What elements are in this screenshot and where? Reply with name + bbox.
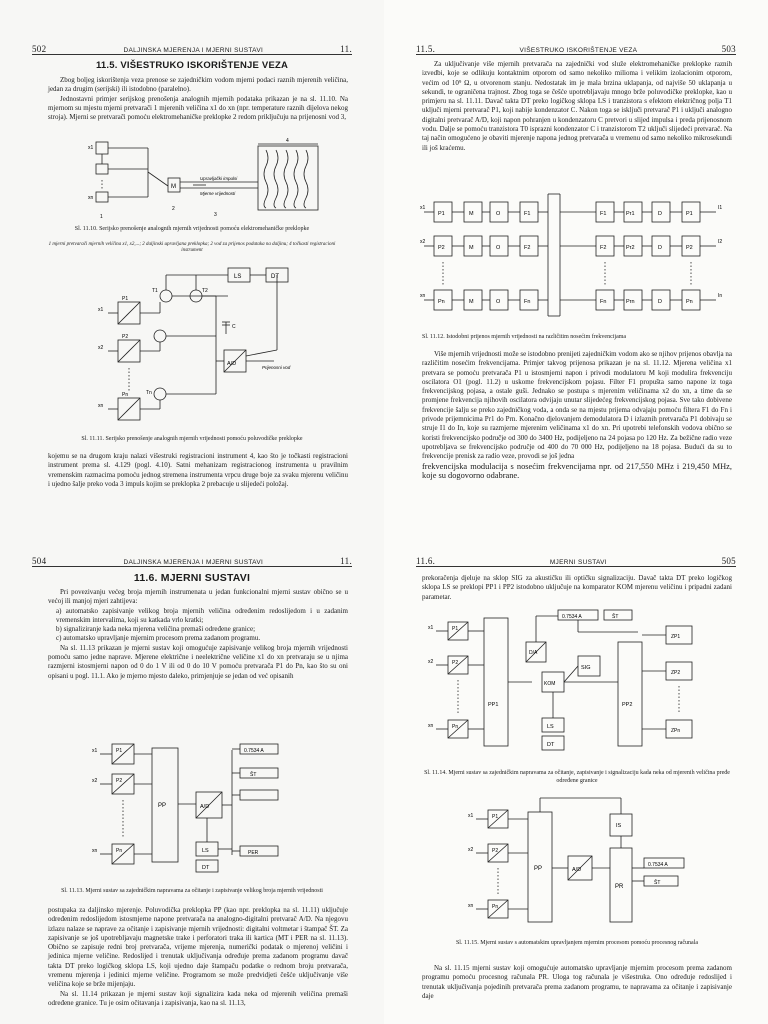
fig-label: P2 xyxy=(438,245,445,251)
fig-label: KOM xyxy=(544,681,556,687)
page-number: 502 xyxy=(32,44,47,54)
fig-label: 4 xyxy=(286,138,289,144)
figure-11-14 xyxy=(428,606,720,758)
fig-label: ZP1 xyxy=(671,634,681,640)
fig-label: PER xyxy=(248,850,259,856)
page-504 xyxy=(0,512,384,1024)
fig-label: A/D xyxy=(200,804,210,810)
paragraph: frekvencijska modulacija s nosećim frekvencijama npr. od 217,550 MHz i 219,450 MHz, koje su dogovorno odabrane. xyxy=(422,461,732,480)
fig-label: Pr1 xyxy=(626,211,635,217)
intro-text xyxy=(48,76,348,122)
fig-label: ŠT xyxy=(612,614,619,620)
fig-label: M xyxy=(469,245,474,251)
fig-label: F1 xyxy=(524,211,531,217)
paragraph: kojemu se na drugom kraju nalazi višestruki registracioni instrument 4, kao što je točkasti registracioni instrument prema sl. 4.129 (pogl. 4.10). Satni mehanizam registracionog instrumenta u pravilnim vremenskim razmacima pomoću jednog stremena instrumenta vrpcu druge boje za svaku mjerenu veličinu i ujedno šalje preko voda 3 impuls kojim se preklopka 2 prebacuje u slijedeći položaj. xyxy=(48,452,348,488)
fig-label: PP2 xyxy=(622,702,633,708)
figure-11-13 xyxy=(92,740,318,876)
fig-label: SIG xyxy=(581,665,591,671)
fig-label: D/A xyxy=(529,650,538,656)
figure-11-15 xyxy=(468,794,694,930)
fig-label: Upravljački impulsi xyxy=(200,176,238,181)
fig-label: DT xyxy=(547,742,555,748)
fig-label: x2 xyxy=(420,239,426,245)
fig-label: ŠT xyxy=(250,772,257,778)
chapter-number: 11.6. xyxy=(416,556,436,566)
figure-caption: Sl. 11.12. Istodobni prijenos mjernih vrijednosti na različitim nosećim frekvencijama xyxy=(422,334,627,340)
fig-label: C xyxy=(232,324,236,330)
body-text xyxy=(422,964,732,1001)
fig-label: DT xyxy=(202,865,210,871)
fig-label: F1 xyxy=(600,211,607,217)
fig-label: M xyxy=(171,184,176,190)
fig-label: DT xyxy=(271,274,279,280)
paragraph: Na sl. 11.13 prikazan je mjerni sustav koji omogućuje zapisivanje velikog broja mjernih vrijednosti pomoću samo jedne naprave. Mjerene električne i neelektrične veličine x1 do xn pretvaraju se u njima razmjerni istosmjerni napon od 0 do 1 V ili od 0 do 10 V pomoću pretvarača P1 do Pn, kao što su oni opisani u pogl. 11.1. Ako je mjerno mjesto daleko, primjenjuje se jedan od već opisanih xyxy=(48,643,348,680)
intro-text xyxy=(422,60,732,153)
figure-11-10 xyxy=(88,138,328,222)
page-number: 504 xyxy=(32,556,47,566)
page-503 xyxy=(384,0,768,512)
fig-label: LS xyxy=(547,724,554,730)
fig-label: LS xyxy=(234,274,242,280)
fig-label: Pn xyxy=(452,724,459,730)
fig-label: A/D xyxy=(572,867,582,873)
fig-label: PP xyxy=(158,803,167,809)
fig-label: Mjerne vrijednosti xyxy=(200,191,236,196)
fig-label: Fn xyxy=(600,299,607,305)
running-title: MJERNI SUSTAVI xyxy=(549,559,607,566)
fig-label: x2 xyxy=(428,659,434,665)
fig-label: x2 xyxy=(92,778,98,784)
fig-label: P2 xyxy=(116,778,123,784)
page-header xyxy=(416,40,736,55)
intro-text xyxy=(48,588,348,681)
fig-label: P1 xyxy=(438,211,445,217)
fig-label: xn xyxy=(92,848,98,854)
running-title: DALJINSKA MJERENJA I MJERNI SUSTAVI xyxy=(123,559,264,566)
fig-label: xn xyxy=(88,195,94,201)
fig-label: x1 xyxy=(420,205,426,211)
paragraph: Zbog boljeg iskorištenja veza prenose se zajedničkim vodom mjerni podaci raznih mjerenih veličina, jedan za drugim (serijski) ili istodobno (paralelno). xyxy=(48,76,348,94)
figure-11-11 xyxy=(96,262,316,432)
fig-label: M xyxy=(469,211,474,217)
chapter-number: 11. xyxy=(340,44,352,54)
fig-label: I2 xyxy=(718,239,723,245)
body-text xyxy=(48,452,348,489)
paragraph: prekoračenja djeluje na sklop SIG za akustičku ili optičku signalizaciju. Davač takta DT preko logičkog sklopa LS se preklopi PP1 i PP2 istodobno uključuje na komparator KOM mjerenu veličinu i pripadni zadani parametar. xyxy=(422,574,732,601)
fig-label: P2 xyxy=(492,848,499,854)
fig-label: Pr2 xyxy=(626,245,635,251)
intro-text xyxy=(422,574,732,602)
fig-label: O xyxy=(496,299,501,305)
fig-label: 2 xyxy=(172,206,175,212)
figure-legend: 1 mjerni pretvarači mjernih veličina x1, x2,...; 2 daljinski upravljana preklopka; 2 vod za prijenos podataka na daljinu; 4 točkasti registracioni instrument xyxy=(48,242,336,253)
fig-label: P2 xyxy=(452,660,459,666)
fig-label: T2 xyxy=(202,288,208,294)
fig-label: LS xyxy=(202,848,209,854)
page-505 xyxy=(384,512,768,1024)
fig-label: P1 xyxy=(452,626,459,632)
fig-label: Fn xyxy=(524,299,531,305)
fig-label: PR xyxy=(615,884,624,890)
paragraph: Pri povezivanju većeg broja mjernih instrumenata u jedan funkcionalni mjerni sustav obično se u većoj ili manjoj mjeri zahtijeva: xyxy=(48,588,348,606)
fig-label: x2 xyxy=(468,847,474,853)
fig-label: PP1 xyxy=(488,702,499,708)
fig-label: x1 xyxy=(88,145,94,151)
fig-label: O xyxy=(496,245,501,251)
fig-label: A/D xyxy=(227,361,237,367)
fig-label: x1 xyxy=(98,307,104,313)
fig-label: P1 xyxy=(122,296,129,302)
fig-label: F2 xyxy=(600,245,607,251)
figure-caption: Sl. 11.15. Mjerni sustav s automatskim upravljanjem mjernim procesom pomoću procesnog računala xyxy=(455,940,699,946)
paragraph: Na sl. 11.14 prikazan je mjerni sustav koji signalizira kada neka od mjerenih veličina premaši određene granice. Tu je osim očitavanja i zapisivanja, kao na sl. 11.13, xyxy=(48,989,348,1007)
fig-label: Tn xyxy=(146,390,152,396)
fig-label: Pn xyxy=(492,904,499,910)
figure-11-12 xyxy=(420,192,738,322)
fig-label: PP xyxy=(534,866,543,872)
fig-label: O xyxy=(496,211,501,217)
fig-label: 0.7534 A xyxy=(648,862,668,868)
fig-label: 3 xyxy=(214,212,217,218)
list-item: a) automatsko zapisivanje velikog broja mjernih veličina određenim redoslijedom i u zadanim vremenskim intervalima, koji su katkada vrlo kratki; xyxy=(56,606,348,624)
page-number: 505 xyxy=(721,556,736,566)
figure-caption: Sl. 11.11. Serijsko prenošenje analognih mjernih vrijednosti pomoću poluvodičke preklopke xyxy=(81,436,303,442)
fig-label: T1 xyxy=(152,288,158,294)
fig-label: xn xyxy=(468,903,474,909)
fig-label: x1 xyxy=(428,625,434,631)
fig-label: Pn xyxy=(686,299,693,305)
fig-label: x1 xyxy=(468,813,474,819)
page-502 xyxy=(0,0,384,512)
chapter-number: 11. xyxy=(340,556,352,566)
fig-label: P2 xyxy=(686,245,693,251)
fig-label: In xyxy=(718,293,723,299)
fig-label: D xyxy=(658,211,662,217)
fig-label: F2 xyxy=(524,245,531,251)
fig-label: x1 xyxy=(92,748,98,754)
fig-label: M xyxy=(469,299,474,305)
paragraph: postupaka za daljinsko mjerenje. Poluvodička preklopka PP (kao npr. preklopka na sl. 11.11) uključuje određenim redoslijedom istosmjerne napone pretvarača na analogno-digitalni pretvarač A/D. Na njegovu izlazu nalaze se naprave za očitanje i zapisivanje mjernih vrijednosti: digitalni voltmetar i štampač ŠT. Za zapisivanje se još upotrebljavaju magnetske trake i perforatori traka ili kartica (MT i PER na sl. 11.13). Obično se zapisuje redni broj pretvarača, vrijeme mjerenja, numerički podatak o mjerenoj veličini i jedinica mjerne veličine. Redoslijed i trenutak uključivanja određuje prema zadanom programu davač takta DT preko logičkog sklopa LS, koji ujedno daje štampaču podatke o rednom broju pretvarača, vremenu mjerenja i jedinici mjerne veličine. Programom se može predvidjeti češće uključivanje više veličina koje se brže mijenjaju. xyxy=(48,906,348,989)
page-number: 503 xyxy=(721,44,736,54)
figure-caption: Sl. 11.14. Mjerni sustav sa zajedničkim napravama za očitanje, zapisivanje i signalizaciju kada neka od mjerenih veličina pređe određene granice xyxy=(424,770,730,784)
fig-label: 0.7534 A xyxy=(562,614,582,620)
chapter-number: 11.5. xyxy=(416,44,436,54)
section-title: 11.6. MJERNI SUSTAVI xyxy=(133,572,251,584)
list-item: b) signaliziranje kada neka mjerena veličina premaši određene granice; xyxy=(56,625,256,634)
fig-label: ZPn xyxy=(671,728,681,734)
fig-label: IS xyxy=(616,823,622,829)
fig-label: D xyxy=(658,299,662,305)
page-header xyxy=(32,552,352,567)
fig-label: xn xyxy=(420,293,426,299)
figure-caption: Sl. 11.13. Mjerni sustav sa zajedničkim napravama za očitanje i zapisivanje velikog broja mjernih vrijednosti xyxy=(61,888,323,894)
fig-label: P2 xyxy=(122,334,129,340)
fig-label: P1 xyxy=(686,211,693,217)
fig-label: x2 xyxy=(98,345,104,351)
paragraph: Za uključivanje više mjernih pretvarača na zajednički vod služe elektromehaničke preklopke raznih izvedbi, koje se odlikuju kontaktnim otporom od samo nekoliko milioma i velikim izolacionim otporom, većim od 10⁹ Ω, u otvorenom stanju. Nedostatak im je mala brzina uklapanja, od najviše 50 uklapanja u sekundi, te ograničena trajnost. Zbog toga se češće upotrebljavaju mnogo brže poluvodičke preklopke, kao u primjeru na sl. 11.11. Davač takta DT preko logičkog sklopa LS i tranzistora s efektom električnog polja T1 uključi mjerni pretvarač P1, koji nabije kondenzator C. Nakon toga se isključi pretvarač P1 i uključi analogno digitalni pretvarač A/D, koji napon pohranjen u kondenzatoru C pretvori u slijed impulsa i preda prijenosnom vodu. Dalje se pomoću tranzistora T0 isprazni kondenzator C i tranzistorom T2 uključi slijedeći pretvarač. Na taj način omogućeno je obaviti mjerenje napona jednog pretvarača u vremenu od samo nekoliko mikrosekundi ili još kraćemu. xyxy=(422,60,732,152)
fig-label: Pn xyxy=(122,392,129,398)
fig-label: Pn xyxy=(438,299,445,305)
paragraph: Na sl. 11.15 mjerni sustav koji omogućuje automatsko upravljanje mjernim procesom prema zadanom programu pomoću procesnog računala PR. Uloga tog računala je višestruka. Ono određuje redoslijed i trenutak uključivanja pojedinih pretvarača prema zadanom programu, te napravama za očitanje i zapisivanje daje xyxy=(422,964,732,1000)
fig-label: xn xyxy=(428,723,434,729)
fig-label: xn xyxy=(98,403,104,409)
paragraph: Više mjernih vrijednosti može se istodobno prenijeti zajedničkim vodom ako se njihov prijenos obavlja na različitim nosećim frekvencijama. Primjer takvog prijenosa prikazan je na sl. 11.12. Mjerena veličina x1 pretvara se pomoću pretvarača P1 u istosmjerni napon i privodi modulatoru M koji modulira frekvenciju oscilatora O1 (pogl. 11.2) u uskome frekvencijskom pojasu. Filter F1 propušta samo napone iz toga frekvencijskog pojasa, a ostale guši. Jednako se postupa s mjerenim veličinama x2 do xn, a time da se promjene frekvencija njihovih oscilatora odvijaju unutar slijedećeg frekvencijskog pojasa. Sve tako dobivene frekvencije šalju se preko zajedničkog voda, a onda se na mjestu prijema odvajaju pomoću filtera F1 do Fn i privode prijemnicima Pr1 do Prn. Konačno djelovanjem demodulatora D i izlaznih pretvarača P1 dobivaju se struje I1 do In, koje su razmjerne mjerenim veličinama x1 do xn. Pri upotrebi telefonskih vodova obično se koristi frekvencijsko područje od 300 do 3400 Hz, podijeljeno na 24 pojasa po 120 Hz. Za bežične radio veze upotrebljava se frekvencijsko područje od 400 do 70 000 Hz, podijeljeno na 18 pojasa. Budući da su to frekvencije prenisk za radio veze, provodi se još jedna xyxy=(422,350,732,461)
paragraph: Jednostavni primjer serijskog prenošenja analognih mjernih podataka prikazan je na sl. 11.10. Na mjernom su mjestu mjerni pretvarači 1 mjerenih veličina x1 do xn (npr. temperature raznih dijelova nekog stroja). Mjerni se pretvarači pomoću elektromehaničke preklopke 2 redom priključuju na prijenosni vod 3, xyxy=(48,94,348,122)
fig-label: Pn xyxy=(116,848,123,854)
body-text xyxy=(48,906,348,1008)
page-header xyxy=(32,40,352,55)
fig-label: P1 xyxy=(116,748,123,754)
list-item: c) automatsko upravljanje mjernim procesom prema zadanom programu. xyxy=(56,634,261,643)
running-title: VIŠESTRUKO ISKORIŠTENJE VEZA xyxy=(519,47,638,54)
fig-label: 0.7534 A xyxy=(244,748,264,754)
fig-label: 1 xyxy=(100,214,103,220)
fig-label: ZP2 xyxy=(671,670,681,676)
figure-caption: Sl. 11.10. Serijsko prenošenje analognih mjernih vrijednosti pomoću elektromehaničke preklopke xyxy=(74,226,310,232)
fig-label: ŠT xyxy=(654,880,661,886)
running-title: DALJINSKA MJERENJA I MJERNI SUSTAVI xyxy=(123,47,264,54)
fig-label: P1 xyxy=(492,814,499,820)
fig-label: I1 xyxy=(718,205,723,211)
page-header xyxy=(416,552,736,567)
fig-label: Prn xyxy=(626,299,635,305)
body-text xyxy=(422,350,732,480)
fig-label: D xyxy=(658,245,662,251)
section-title: 11.5. VIŠESTRUKO ISKORIŠTENJE VEZA xyxy=(95,60,289,71)
fig-label: Prijenosni vod xyxy=(262,365,291,370)
